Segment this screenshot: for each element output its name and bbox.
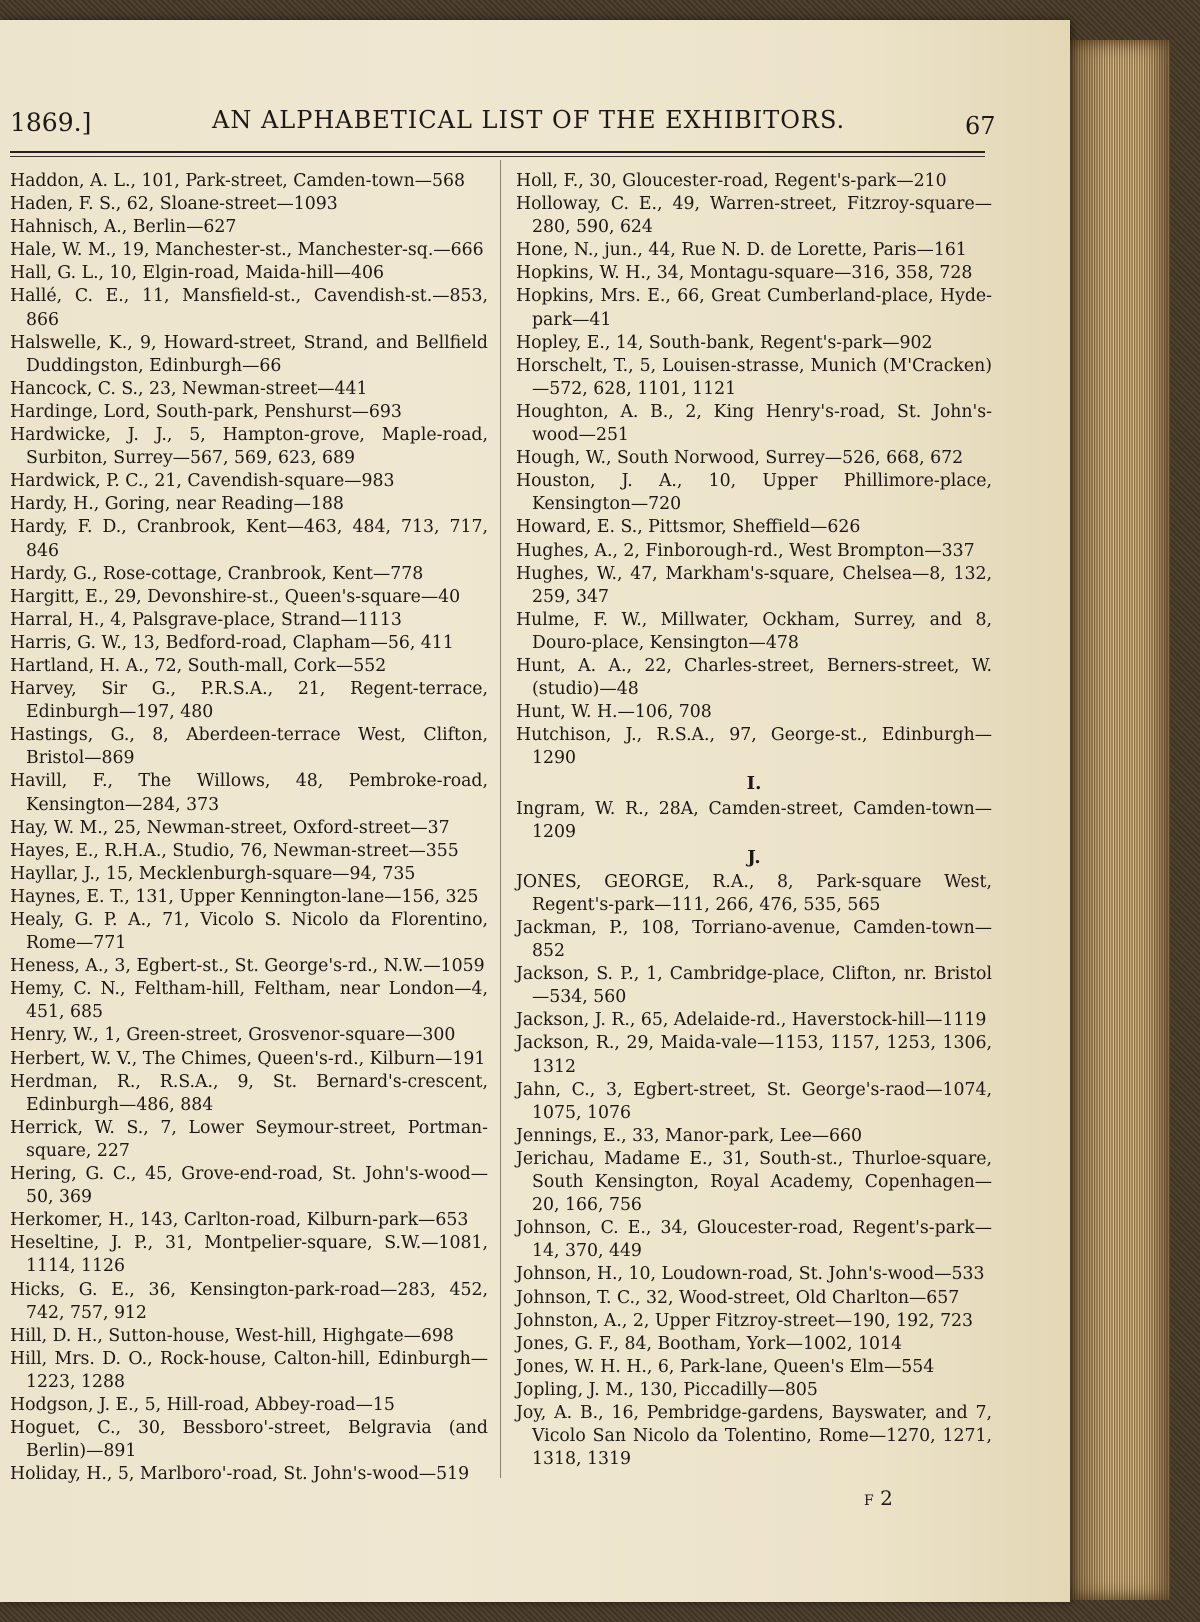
header-title: AN ALPHABETICAL LIST OF THE EXHIBITORS. bbox=[212, 106, 846, 134]
exhibitor-entry: Hunt, A. A., 22, Charles-street, Berners-street, W. (studio)—48 bbox=[516, 655, 992, 700]
exhibitor-entry: Holiday, H., 5, Marlboro'-road, St. John's-wood—519 bbox=[10, 1464, 470, 1485]
exhibitor-entry: Jennings, E., 33, Manor-park, Lee—660 bbox=[516, 1125, 862, 1146]
exhibitor-entry: Jahn, C., 3, Egbert-street, St. George's-raod—1074, 1075, 1076 bbox=[516, 1079, 992, 1123]
exhibitor-entry: Johnston, A., 2, Upper Fitzroy-street—190, 192, 723 bbox=[516, 1310, 974, 1331]
exhibitor-entry: Jones, G. F., 84, Bootham, York—1002, 1014 bbox=[516, 1333, 902, 1354]
exhibitor-entry: Henry, W., 1, Green-street, Grosvenor-square—300 bbox=[10, 1025, 456, 1046]
exhibitor-entry: Jackman, P., 108, Torriano-avenue, Camden-town—852 bbox=[516, 918, 992, 962]
right-column bbox=[516, 170, 992, 1471]
exhibitor-entry: Hardwick, P. C., 21, Cavendish-square—983 bbox=[10, 471, 395, 492]
exhibitor-entry: Hoguet, C., 30, Bessboro'-street, Belgravia (and Berlin)—891 bbox=[10, 1418, 488, 1462]
exhibitor-entry: JONES, GEORGE, R.A., 8, Park-square West, Regent's-park—111, 266, 476, 535, 565 bbox=[516, 871, 992, 915]
exhibitor-entry: Hodgson, J. E., 5, Hill-road, Abbey-road—15 bbox=[10, 1394, 395, 1415]
exhibitor-entry: Hopkins, W. H., 34, Montagu-square—316, 358, 728 bbox=[516, 263, 973, 284]
exhibitor-entry: Hardy, G., Rose-cottage, Cranbrook, Kent—778 bbox=[10, 563, 424, 584]
exhibitor-entry: Hicks, G. E., 36, Kensington-park-road—283, 452, 742, 757, 912 bbox=[10, 1279, 488, 1323]
exhibitor-entry: Houston, J. A., 10, Upper Phillimore-place, Kensington—720 bbox=[516, 471, 992, 515]
exhibitor-entry: Hutchison, J., R.S.A., 97, George-st., Edinburgh—1290 bbox=[516, 725, 992, 769]
i-entries-list bbox=[516, 798, 992, 844]
exhibitor-entry: Joy, A. B., 16, Pembridge-gardens, Bayswater, and 7, Vicolo San Nicolo da Tolentino, Rome—1270, 1271, 1318, 1319 bbox=[516, 1402, 992, 1470]
exhibitor-entry: Jackson, J. R., 65, Adelaide-rd., Haverstock-hill—1119 bbox=[516, 1010, 987, 1031]
exhibitor-entry: Jopling, J. M., 130, Piccadilly—805 bbox=[516, 1379, 818, 1400]
exhibitor-entry: Hemy, C. N., Feltham-hill, Feltham, near London—4, 451, 685 bbox=[10, 979, 488, 1023]
signature-letter: F bbox=[864, 1493, 874, 1509]
exhibitor-entry: Harvey, Sir G., P.R.S.A., 21, Regent-terrace, Edinburgh—197, 480 bbox=[10, 679, 488, 723]
exhibitor-entry: Hughes, A., 2, Finborough-rd., West Brompton—337 bbox=[516, 540, 975, 561]
exhibitor-entry: Horschelt, T., 5, Louisen-strasse, Munich (M'Cracken)—572, 628, 1101, 1121 bbox=[516, 355, 992, 399]
exhibitor-entry: Howard, E. S., Pittsmor, Sheffield—626 bbox=[516, 517, 861, 538]
exhibitor-entry: Hulme, F. W., Millwater, Ockham, Surrey, and 8, Douro-place, Kensington—478 bbox=[516, 609, 992, 653]
exhibitor-entry: Havill, F., The Willows, 48, Pembroke-road, Kensington—284, 373 bbox=[10, 771, 488, 815]
header-year: 1869.] bbox=[10, 108, 92, 137]
exhibitor-entry: Hardy, F. D., Cranbrook, Kent—463, 484, 713, 717, 846 bbox=[10, 517, 488, 561]
exhibitor-entry: Herdman, R., R.S.A., 9, St. Bernard's-crescent, Edinburgh—486, 884 bbox=[10, 1071, 488, 1115]
exhibitor-entry: Hill, D. H., Sutton-house, West-hill, Highgate—698 bbox=[10, 1325, 454, 1346]
exhibitor-entry: Houghton, A. B., 2, King Henry's-road, St. John's-wood—251 bbox=[516, 401, 992, 446]
exhibitor-entry: Herkomer, H., 143, Carlton-road, Kilburn-park—653 bbox=[10, 1210, 469, 1231]
header-rule-thick bbox=[10, 151, 985, 153]
exhibitor-entry: Johnson, T. C., 32, Wood-street, Old Charlton—657 bbox=[516, 1287, 960, 1308]
exhibitor-entry: Hahnisch, A., Berlin—627 bbox=[10, 217, 237, 238]
section-heading-i: I. bbox=[746, 773, 762, 795]
column-divider bbox=[500, 160, 501, 1478]
exhibitor-entry: Hancock, C. S., 23, Newman-street—441 bbox=[10, 378, 368, 399]
exhibitor-entry: Hay, W. M., 25, Newman-street, Oxford-street—37 bbox=[10, 817, 450, 838]
exhibitor-entry: Hayes, E., R.H.A., Studio, 76, Newman-street—355 bbox=[10, 840, 459, 861]
exhibitor-entry: Holloway, C. E., 49, Warren-street, Fitzroy-square—280, 590, 624 bbox=[516, 194, 992, 238]
exhibitor-entry: Healy, G. P. A., 71, Vicolo S. Nicolo da Florentino, Rome—771 bbox=[10, 910, 488, 954]
exhibitor-entry: Hering, G. C., 45, Grove-end-road, St. John's-wood—50, 369 bbox=[10, 1164, 488, 1208]
exhibitor-entry: Heseltine, J. P., 31, Montpelier-square, S.W.—1081, 1114, 1126 bbox=[10, 1233, 488, 1277]
exhibitor-entry: Hardinge, Lord, South-park, Penshurst—693 bbox=[10, 401, 402, 422]
exhibitor-entry: Hughes, W., 47, Markham's-square, Chelsea—8, 132, 259, 347 bbox=[516, 563, 992, 607]
exhibitor-entry: Jerichau, Madame E., 31, South-st., Thurloe-square, South Kensington, Royal Academy, Copenhagen—20, 166, 756 bbox=[516, 1148, 992, 1216]
exhibitor-entry: Harral, H., 4, Palsgrave-place, Strand—1113 bbox=[10, 609, 402, 630]
exhibitor-entry: Hardy, H., Goring, near Reading—188 bbox=[10, 494, 344, 515]
exhibitor-entry: Haden, F. S., 62, Sloane-street—1093 bbox=[10, 194, 338, 215]
exhibitor-entry: Hastings, G., 8, Aberdeen-terrace West, Clifton, Bristol—869 bbox=[10, 725, 488, 769]
exhibitor-entry: Hunt, W. H.—106, 708 bbox=[516, 702, 712, 723]
exhibitor-entry: Hardwicke, J. J., 5, Hampton-grove, Maple-road, Surbiton, Surrey—567, 569, 623, 689 bbox=[10, 425, 488, 469]
exhibitor-entry: Ingram, W. R., 28A, Camden-street, Camden-town—1209 bbox=[516, 798, 992, 842]
left-column bbox=[10, 170, 488, 1486]
exhibitor-entry: Hartland, H. A., 72, South-mall, Cork—552 bbox=[10, 655, 387, 676]
running-header bbox=[10, 106, 996, 146]
header-rule-thin bbox=[10, 156, 985, 157]
exhibitor-entry: Heness, A., 3, Egbert-st., St. George's-rd., N.W.—1059 bbox=[10, 956, 485, 977]
exhibitor-entry: Herrick, W. S., 7, Lower Seymour-street, Portman-square, 227 bbox=[10, 1117, 488, 1161]
signature-number: 2 bbox=[880, 1486, 893, 1510]
exhibitor-entry: Jackson, S. P., 1, Cambridge-place, Clifton, nr. Bristol—534, 560 bbox=[516, 964, 992, 1008]
exhibitor-entry: Jackson, R., 29, Maida-vale—1153, 1157, 1253, 1306, 1312 bbox=[516, 1033, 992, 1077]
page-number: 67 bbox=[965, 112, 996, 140]
exhibitor-entry: Harris, G. W., 13, Bedford-road, Clapham—56, 411 bbox=[10, 632, 454, 653]
exhibitor-entry: Johnson, H., 10, Loudown-road, St. John's-wood—533 bbox=[516, 1264, 985, 1285]
exhibitor-entry: Hopkins, Mrs. E., 66, Great Cumberland-place, Hyde-park—41 bbox=[516, 286, 992, 330]
section-heading-j: J. bbox=[747, 846, 761, 868]
exhibitor-entry: Haddon, A. L., 101, Park-street, Camden-town—568 bbox=[10, 171, 465, 191]
exhibitor-entry: Herbert, W. V., The Chimes, Queen's-rd., Kilburn—191 bbox=[10, 1048, 486, 1069]
exhibitor-entry: Hayllar, J., 15, Mecklenburgh-square—94, 735 bbox=[10, 863, 416, 884]
exhibitor-entry: Jones, W. H. H., 6, Park-lane, Queen's Elm—554 bbox=[516, 1356, 935, 1377]
exhibitor-entry: Hough, W., South Norwood, Surrey—526, 668, 672 bbox=[516, 448, 964, 469]
exhibitor-entry: Hale, W. M., 19, Manchester-st., Manchester-sq.—666 bbox=[10, 240, 484, 261]
exhibitor-entry: Hopley, E., 14, South-bank, Regent's-park—902 bbox=[516, 332, 933, 353]
exhibitor-entry: Hill, Mrs. D. O., Rock-house, Calton-hill, Edinburgh—1223, 1288 bbox=[10, 1348, 488, 1392]
exhibitor-entry: Hallé, C. E., 11, Mansfield-st., Cavendish-st.—853, 866 bbox=[10, 286, 488, 330]
exhibitor-entry: Hall, G. L., 10, Elgin-road, Maida-hill—406 bbox=[10, 263, 384, 284]
exhibitor-entry: Johnson, C. E., 34, Gloucester-road, Regent's-park—14, 370, 449 bbox=[516, 1218, 992, 1262]
exhibitor-entry: Halswelle, K., 9, Howard-street, Strand, and Bellfield Duddingston, Edinburgh—66 bbox=[10, 332, 488, 376]
exhibitor-entry: Hargitt, E., 29, Devonshire-st., Queen's-square—40 bbox=[10, 586, 461, 607]
h-entries-list bbox=[516, 170, 992, 770]
exhibitor-entry: Holl, F., 30, Gloucester-road, Regent's-park—210 bbox=[516, 171, 947, 191]
signature-mark bbox=[864, 1486, 893, 1510]
exhibitor-entry: Haynes, E. T., 131, Upper Kennington-lane—156, 325 bbox=[10, 886, 479, 907]
j-entries-list bbox=[516, 871, 992, 1471]
exhibitor-entry: Hone, N., jun., 44, Rue N. D. de Lorette, Paris—161 bbox=[516, 240, 967, 261]
